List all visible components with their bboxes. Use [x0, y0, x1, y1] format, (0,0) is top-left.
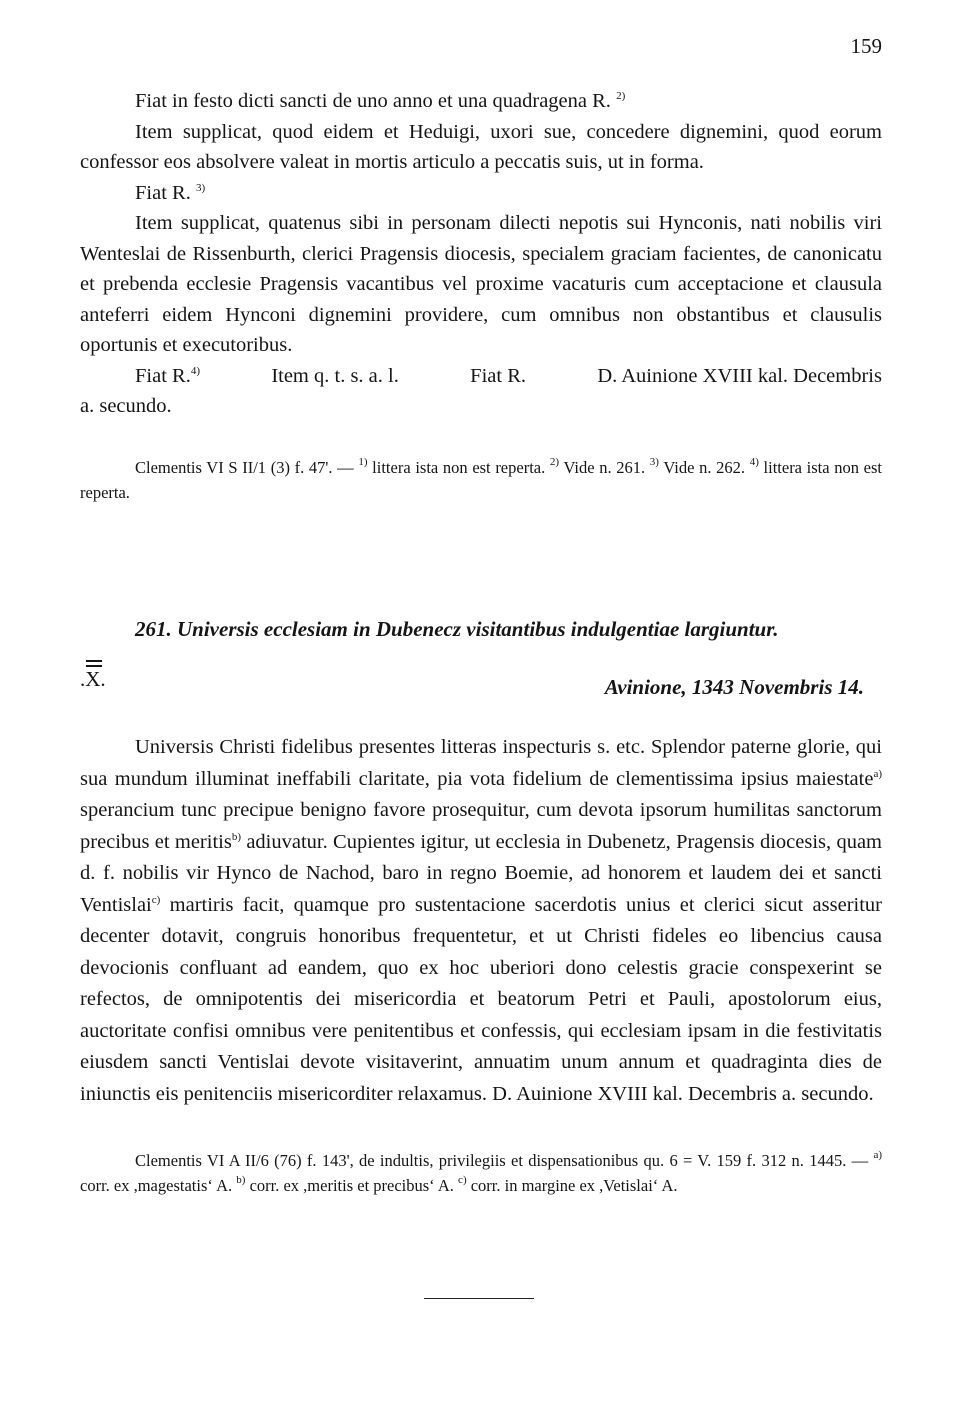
- footnote-text: corr. in margine ex ,Vetislai‘ A.: [470, 1176, 678, 1195]
- paragraph-text: Fiat in festo dicti sancti de uno anno et una quadragena R.: [135, 90, 611, 112]
- entry-body: Universis Christi fidelibus presentes litteras inspecturis s. etc. Splendor paterne glorie, qui sua mundum illuminat ineffabili claritate, pia vota fidelium de clementissima ipsius maiestate$^{a)}$ sperancium tunc precipue benigno favore prosequitur, cum devota ipsorum humilitas sanctorum precibus et meritis$^{b)}$ adiuvatur. Cupientes igitur, ut ecclesia in Dubenetz, Pragensis diocesis, quam d. f. nobilis vir Hynco de Nachod, baro in regno Boemie, ad honorem et laudem dei et sancti Ventislai$^{c)}$ martiris facit, quamque pro sustentacione sacerdotis unius et clerici sicut asseritur decenter dotavit, congruis honoribus frequentetur, et ut Christi fideles eo libencius causa devocionis confluant ad eandem, quo ex hoc uberiori dono celestis gracie conspexerint se refectos, de omnipotentis dei misericordia et beatorum Petri et Pauli, apostolorum eius, auctoritate confisi omnibus vere penitentibus et confessis, qui ecclesiam ipsam in die festivitatis eiusdem sancti Ventislai devote visitaverint, annuatim unum annum et quadraginta dies de iniunctis eis penitenciis misericorditer relaxamus. D. Auinione XVIII kal. Decembris a. secundo.: [80, 736, 882, 1105]
- footnote-source: Clementis VI S II/1 (3) f. 47'. —: [135, 458, 354, 477]
- footnote-text: littera ista non est reperta.: [372, 458, 546, 477]
- entry-footnote: Clementis VI A II/6 (76) f. 143', de indultis, privilegiis et dispensationibus qu. 6 = V. 159 f. 312 n. 1445. — $^{a)}$ corr. ex ,magestatis‘ A. $^{b)}$ corr. ex ,meritis et precibus‘ A. $^{c)}$ corr. in margine ex ,Vetislai‘ A.: [80, 1149, 883, 1195]
- footnote-text: littera ista non est reperta.: [80, 458, 883, 502]
- page-number: 159: [850, 34, 882, 58]
- footnote-marker: 4): [190, 364, 200, 377]
- footnote-source: Clementis VI A II/6 (76) f. 143', de indultis, privilegiis et dispensationibus qu. 6 = V. 159 f. 312 n. 1445. —: [135, 1151, 869, 1170]
- body-text: sperancium tunc precipue benigno favore prosequitur, cum devota ipsorum humilitas sanctorum precibus et meritis: [80, 799, 882, 853]
- body-text: martiris facit, quamque pro sustentacione sacerdotis unius et clerici sicut asseritur decenter dotavit, congruis honoribus frequentetur, et ut Christi fideles eo libencius causa devocionis confluant ad eandem, quo ex hoc uberiori dono celestis gracie conspexerint se refectos, de omnipotentis dei misericordia et beatorum Petri et Pauli, apostolorum eius, auctoritate confisi omnibus vere penitentibus et confessis, qui ecclesiam ipsam in die festivitatis eiusdem sancti Ventislai devote visitaverint, annuatim unum annum et quadraginta dies de iniunctis eis penitenciis misericorditer relaxamus. D. Auinione XVIII kal. Decembris a. secundo.: [80, 893, 882, 1105]
- footnote-text: Vide n. 262.: [663, 458, 746, 477]
- footnote-text: corr. ex ,meritis et precibus‘ A.: [249, 1176, 454, 1195]
- end-rule: [424, 1298, 534, 1299]
- paragraph-item-heduigi: Item supplicat, quod eidem et Heduigi, uxori sue, concedere dignemini, quod eorum confessor eos absolvere valeat in mortis articulo a peccatis suis, ut in forma.: [80, 120, 882, 173]
- footnote-marker: 3): [195, 181, 206, 194]
- date-text: D. Auinione XVIII kal. Decembris: [597, 364, 882, 387]
- entry-heading: [80, 617, 882, 642]
- fiat-text: Fiat R.: [135, 364, 191, 387]
- top-section: [80, 86, 882, 422]
- entry-title: Universis ecclesiam in Dubenecz visitantibus indulgentiae largiuntur.: [177, 617, 779, 641]
- paragraph-fiat-festo: [80, 86, 882, 117]
- paragraph-text: Fiat R.: [135, 181, 191, 204]
- top-footnote: Clementis VI S II/1 (3) f. 47'. — $^{1)}$ littera ista non est reperta. $^{2)}$ Vide n. 261. $^{3)}$ Vide n. 262. $^{4)}$ littera ista non est reperta.: [80, 456, 883, 502]
- item-text: Item q. t. s. a. l.: [271, 364, 399, 387]
- sigil-text: .X.: [80, 667, 106, 691]
- fiat-text: Fiat R.: [470, 364, 526, 387]
- footnote-marker: 2): [616, 90, 626, 102]
- paragraph-year: a. secundo.: [80, 395, 172, 417]
- body-text: adiuvatur. Cupientes igitur, ut ecclesia in Dubenetz, Pragensis diocesis, quam d. f. nobilis vir Hynco de Nachod, baro in regno Boemie, ad honorem et laudem dei et sancti Ventislai: [80, 830, 882, 916]
- footnote-text: Vide n. 261.: [563, 458, 646, 477]
- paragraph-item-hyncon: Item supplicat, quatenus sibi in personam dilecti nepotis sui Hynconis, nati nobilis viri Wenteslai de Rissenburth, clerici Pragensis diocesis, specialem graciam facientes, de canonicatu et prebenda ecclesie Pragensis vacantibus vel proxime vacaturis cum acceptacione et clausula anteferri eidem Hynconi dignemini providere, cum omnibus non obstantibus et clausulis oportunis et executoribus.: [80, 212, 882, 356]
- paragraph-fiat-date: [80, 361, 882, 392]
- footnote-text: corr. ex ,magestatis‘ A.: [80, 1176, 233, 1195]
- entry-number: 261.: [135, 617, 172, 641]
- sigil-mark: [80, 660, 140, 691]
- paragraph-fiat-r: [80, 178, 882, 209]
- body-text: Universis Christi fidelibus presentes litteras inspecturis s. etc. Splendor paterne glorie, qui sua mundum illuminat ineffabili claritate, pia vota fidelium de clementissima ipsius maiestate: [80, 736, 882, 790]
- entry-dateline: Avinione, 1343 Novembris 14.: [604, 675, 864, 699]
